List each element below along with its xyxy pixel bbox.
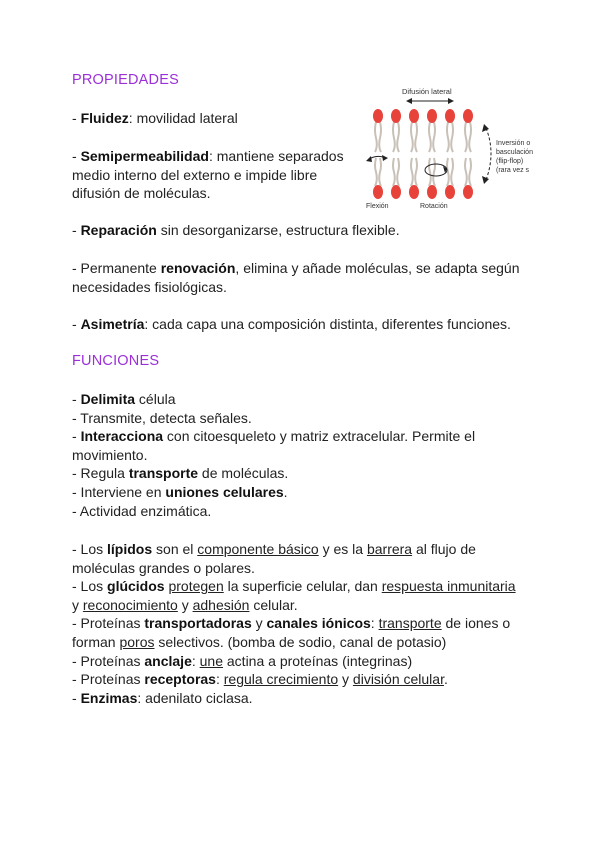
lipid-tail-top-1	[393, 122, 399, 152]
prop-semipermeabilidad: - Semipermeabilidad: mantiene separados medio interno del externo e impide libre difusión de moléculas.	[72, 148, 344, 202]
lipid-tail-bottom-0	[375, 158, 381, 186]
lipid-tail-bottom-2	[411, 158, 417, 186]
funcion-transmite: - Transmite, detecta señales.	[72, 409, 252, 426]
componente-enzimas: - Enzimas: adenilato ciclasa.	[72, 689, 253, 706]
membrane-fluidity-figure	[362, 78, 540, 216]
lateral-arrow-right	[448, 98, 454, 104]
lipid-head-top-1	[391, 109, 401, 123]
funcion-delimita: - Delimita célula	[72, 391, 176, 407]
lipid-tail-top-3	[429, 122, 435, 152]
prop-renovacion: - Permanente renovación, elimina y añade moléculas, se adapta según necesidades fisiológicas.	[72, 260, 520, 295]
lipid-tail-bottom-1	[393, 158, 399, 186]
flip-flop-arrow-head-top	[482, 124, 489, 132]
lateral-arrow-left	[406, 98, 412, 104]
lipid-tail-bottom-5	[465, 158, 471, 186]
flip-flop-arrow-head-bottom	[482, 176, 489, 184]
figure-label-inversion: Inversión o	[496, 140, 531, 147]
lipid-head-top-4	[445, 109, 455, 123]
figure-label-lateral-diffusion: Difusión lateral	[402, 87, 452, 96]
lipid-head-bottom-3	[427, 185, 437, 199]
funcion-transporte: - Regula transporte de moléculas.	[72, 465, 289, 482]
prop-fluidez: - Fluidez: movilidad lateral	[72, 110, 238, 126]
lipid-head-bottom-5	[463, 185, 473, 199]
lipid-tail-bottom-4	[447, 158, 453, 186]
heading-propiedades: PROPIEDADES	[72, 72, 179, 88]
lipid-heads	[373, 109, 473, 199]
lipid-head-bottom-1	[391, 185, 401, 199]
lipid-tail-top-4	[447, 122, 453, 152]
componentes-list	[72, 540, 532, 707]
funcion-enzimatica: - Actividad enzimática.	[72, 502, 212, 519]
lipid-tail-bottom-3	[429, 158, 435, 186]
lipid-head-bottom-2	[409, 185, 419, 199]
componente-receptoras: - Proteínas receptoras: regula crecimiento y división celular.	[72, 671, 448, 688]
flexion-arrow-head-right	[382, 155, 388, 161]
funciones-list	[72, 390, 532, 520]
figure-label-rotacion: Rotación	[420, 203, 448, 210]
lipid-tail-top-0	[375, 122, 381, 152]
rotation-arrow	[425, 164, 447, 176]
figure-label-rara-vez: (rara vez s	[496, 167, 530, 174]
heading-funciones: FUNCIONES	[72, 353, 160, 369]
flip-flop-arrow	[486, 128, 491, 180]
lipid-head-bottom-0	[373, 185, 383, 199]
lipid-head-top-5	[463, 109, 473, 123]
lipid-tail-top-5	[465, 122, 471, 152]
lipid-tails	[375, 122, 471, 186]
funcion-uniones: - Interviene en uniones celulares.	[72, 483, 288, 500]
lipid-head-top-3	[427, 109, 437, 123]
funcion-interacciona: - Interacciona con citoesqueleto y matriz extracelular. Permite el movimiento.	[72, 428, 476, 463]
componente-glucidos: - Los glúcidos protegen la superficie celular, dan respuesta inmunitaria y reconocimiento y adhesión celular.	[72, 578, 516, 613]
flexion-arrow-head-left	[366, 156, 372, 162]
figure-label-basculacion: basculación	[496, 149, 533, 156]
prop-asimetria: - Asimetría: cada capa una composición distinta, diferentes funciones.	[72, 316, 511, 332]
lipid-head-top-0	[373, 109, 383, 123]
lipid-head-bottom-4	[445, 185, 455, 199]
componente-transportadoras: - Proteínas transportadoras y canales iónicos: transporte de iones o forman poros selectivos. (bomba de sodio, canal de potasio)	[72, 615, 511, 650]
componente-lipidos: - Los lípidos son el componente básico y es la barrera al flujo de moléculas grandes o polares.	[72, 541, 476, 576]
figure-label-flip-flop: (flip-flop)	[496, 158, 524, 165]
prop-reparacion: - Reparación sin desorganizarse, estructura flexible.	[72, 222, 400, 238]
lipid-head-top-2	[409, 109, 419, 123]
lipid-tail-top-2	[411, 122, 417, 152]
componente-anclaje: - Proteínas anclaje: une actina a proteínas (integrinas)	[72, 652, 413, 669]
figure-label-flexion: Flexión	[366, 203, 389, 210]
